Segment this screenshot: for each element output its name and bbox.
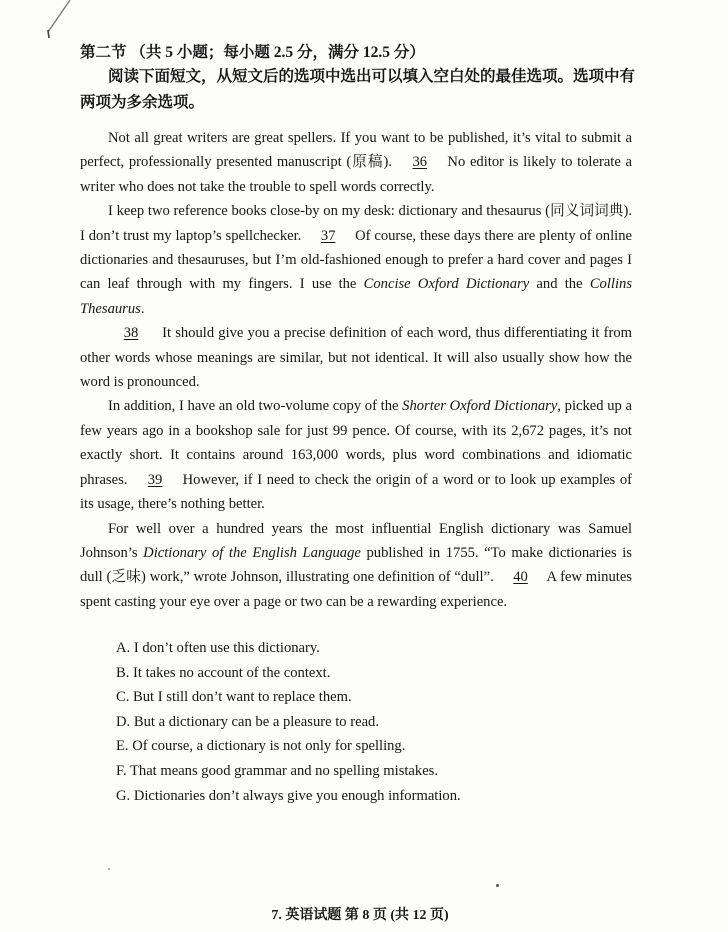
paragraph-text: Of course, these days there are plenty of online dictionaries and thesauruses, but I’m old-fashioned enough to prefer a hard cover and pages I can leaf through with my fingers. I use the: [80, 227, 632, 293]
book-title: Concise Oxford Dictionary: [363, 276, 530, 293]
answer-options: [116, 636, 616, 808]
option-e: E. Of course, a dictionary is not only for spelling.: [116, 738, 406, 755]
passage-paragraph-1: [80, 126, 632, 199]
paragraph-text: In addition, I have an old two-volume copy of the: [108, 398, 403, 415]
paragraph-text: I keep two reference books close-by on my desk: dictionary and thesaurus (同义词词典). I don’t trust my laptop’s spellchecker.: [80, 203, 632, 244]
blank-37: 37: [320, 227, 336, 244]
paragraph-text: , picked up a few years ago in a bookshop sale for just 99 pence. Of course, with its 2,672 pages, it’s not exactly short. It contains around 163,000 words, plus word combinations and idiomatic phrases.: [80, 398, 633, 488]
blank-39: 39: [147, 471, 163, 488]
option-d: D. But a dictionary can be a pleasure to read.: [116, 713, 379, 730]
passage-paragraph-4: [80, 394, 632, 516]
option-c: C. But I still don’t want to replace them.: [116, 689, 352, 706]
option-b: B. It takes no account of the context.: [116, 664, 331, 681]
blank-38: 38: [123, 325, 139, 342]
blank-36: 36: [412, 154, 428, 171]
passage-paragraph-2: [80, 199, 632, 321]
option-a: A. I don’t often use this dictionary.: [116, 640, 320, 656]
scan-speck: [496, 884, 499, 887]
scan-speck: [108, 868, 110, 870]
reading-passage: [80, 126, 632, 614]
book-title: Shorter Oxford Dictionary: [402, 398, 558, 415]
paragraph-text: A few minutes spent casting your eye over a page or two can be a rewarding experience.: [80, 569, 632, 610]
paragraph-text: However, if I need to check the origin of a word or to look up examples of its usage, there’s nothing better.: [80, 471, 632, 513]
paragraph-text: published in 1755. “To make dictionaries is dull (乏味) work,” wrote Johnson, illustrating one definition of “dull”.: [80, 544, 632, 586]
passage-paragraph-3: [80, 321, 632, 394]
blank-40: 40: [513, 569, 528, 586]
paragraph-text: Not all great writers are great spellers. If you want to be published, it’s vital to submit a perfect, professionally presented manuscript (原稿).: [80, 130, 632, 171]
book-title: Dictionary of the English Language: [143, 544, 361, 561]
option-g: G. Dictionaries don’t always give you enough information.: [116, 787, 461, 804]
pen-mark: [44, 0, 74, 40]
paragraph-text: For well over a hundred years the most influential English dictionary was Samuel Johnson’s: [80, 520, 632, 561]
page-footer: 7. 英语试题 第 8 页 (共 12 页): [271, 908, 449, 923]
paragraph-text: and the: [529, 276, 590, 293]
paragraph-text: No editor is likely to tolerate a writer who does not take the trouble to spell words correctly.: [80, 154, 632, 195]
option-f: F. That means good grammar and no spelling mistakes.: [116, 762, 439, 779]
section-instructions: 阅读下面短文，从短文后的选项中选出可以填入空白处的最佳选项。选项中有两项为多余选项。: [80, 68, 636, 111]
paragraph-text: .: [140, 300, 145, 317]
paragraph-text: It should give you a precise definition of each word, thus differentiating it from other words whose meanings are similar, but not identical. It will also usually show how the word is pronounced.: [80, 325, 632, 391]
book-title: Collins Thesaurus: [80, 276, 632, 317]
section-heading: 第二节 （共 5 小题；每小题 2.5 分，满分 12.5 分）: [80, 44, 425, 61]
passage-paragraph-5: [80, 517, 632, 615]
